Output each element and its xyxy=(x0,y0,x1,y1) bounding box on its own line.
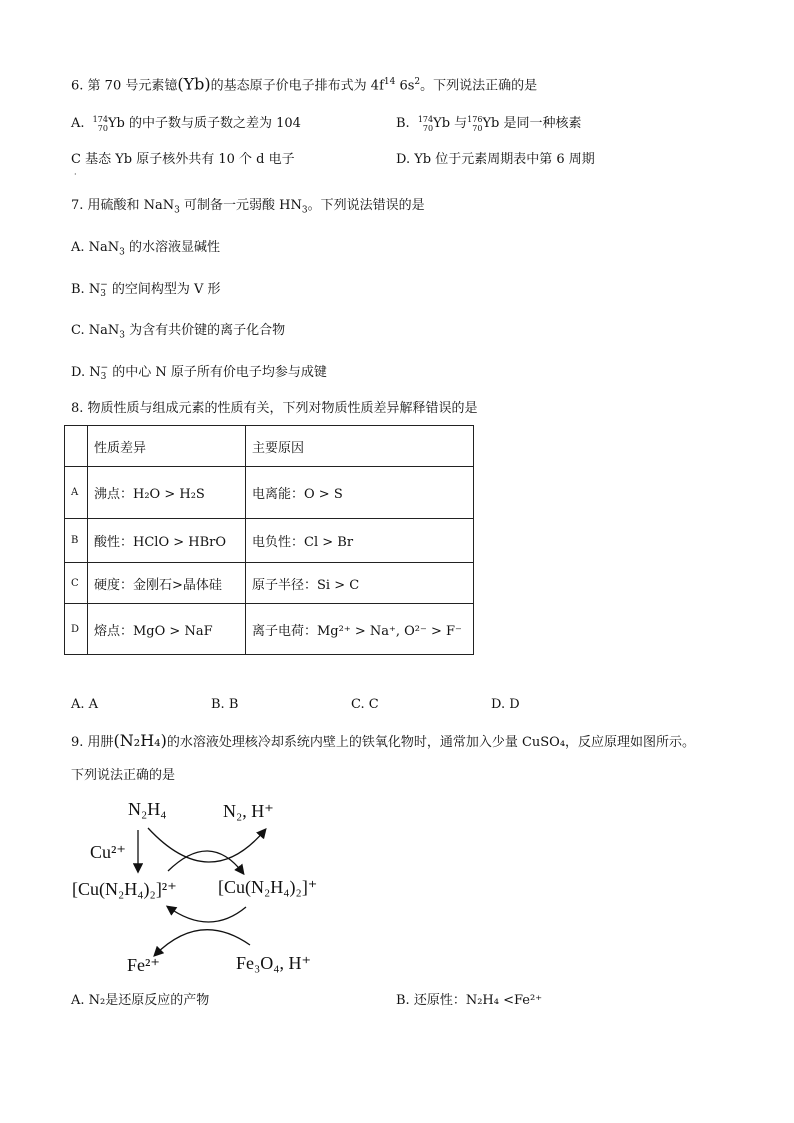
diagram-products-label: N₂, H⁺ xyxy=(223,801,274,821)
question-6-option-c: C 基态 Yb 原子核外共有 10 个 d 电子 xyxy=(71,152,295,167)
diagram-complex1-label: [Cu(N₂H₄)₂]⁺ xyxy=(218,877,318,897)
arrow-iron-reduction xyxy=(155,930,250,955)
answer-option-a: A. A xyxy=(71,697,99,712)
question-9-option-b: B. 还原性：N₂H₄ <Fe²⁺ xyxy=(396,993,543,1008)
row-difference: 硬度：金刚石>晶体硅 xyxy=(88,563,246,604)
arrow-complex-oxidation xyxy=(168,907,246,922)
row-difference: 酸性：HClO > HBrO xyxy=(88,519,246,563)
decorative-dot: · xyxy=(74,170,77,179)
question-6-option-b: B. 174 70Yb 与176 70Yb 是同一种核素 xyxy=(396,114,582,133)
row-label: D xyxy=(65,604,88,655)
reaction-mechanism-diagram xyxy=(60,795,360,980)
table-row xyxy=(65,604,474,655)
row-reason: 离子电荷：Mg²⁺ > Na⁺, O²⁻ > F⁻ xyxy=(246,604,474,655)
row-difference: 熔点：MgO > NaF xyxy=(88,604,246,655)
arrow-oxidation-n2h4 xyxy=(148,828,265,862)
table-row xyxy=(65,519,474,563)
question-8-answers xyxy=(71,695,631,715)
diagram-fe2-label: Fe²⁺ xyxy=(127,955,160,975)
question-7-option-d: D. N− 3 的中心 N 原子所有价电子均参与成键 xyxy=(71,362,327,382)
diagram-fe3o4-label: Fe₃O₄, H⁺ xyxy=(236,953,312,973)
question-9-option-a: A. N₂是还原反应的产物 xyxy=(71,993,210,1008)
table-header-row xyxy=(65,426,474,467)
question-7-stem: 7. 用硫酸和 NaN$_3$ 可制备一元弱酸 $HN_3$。下列说法错误的是 xyxy=(71,198,425,216)
diagram-n2h4-label: N₂H₄ xyxy=(128,799,167,819)
question-6-option-d: D. Yb 位于元素周期表中第 6 周期 xyxy=(396,152,595,167)
diagram-cu-label: Cu²⁺ xyxy=(90,842,126,862)
question-9-stem-line2: 下列说法正确的是 xyxy=(71,768,176,783)
question-7-option-a: A. NaN$_3$ 的水溶液显碱性 xyxy=(71,240,221,258)
row-label: C xyxy=(65,563,88,604)
row-label: A xyxy=(65,467,88,519)
answer-option-c: C. C xyxy=(351,697,379,712)
question-6-stem: 6. 第 70 号元素镱(Yb)的基态原子价电子排布式为 $4f^{14}$ $6s^2$。下列说法正确的是 xyxy=(71,74,538,94)
table-corner-cell xyxy=(65,426,88,467)
row-reason: 原子半径：Si > C xyxy=(246,563,474,604)
diagram-complex2-label: [Cu(N₂H₄)₂]²⁺ xyxy=(72,879,177,899)
row-reason: 电负性：Cl > Br xyxy=(246,519,474,563)
answer-option-b: B. B xyxy=(211,697,239,712)
question-8-stem: 8. 物质性质与组成元素的性质有关，下列对物质性质差异解释错误的是 xyxy=(71,401,478,416)
row-difference: 沸点：H₂O > H₂S xyxy=(88,467,246,519)
question-6-option-a: A. 174 70Yb 的中子数与质子数之差为 104 xyxy=(71,114,301,133)
question-9-stem: 9. 用肼(N₂H₄)的水溶液处理核冷却系统内壁上的铁氧化物时，通常加入少量 CuSO₄，反应原理如图所示。 xyxy=(71,731,696,750)
table-header-reason: 主要原因 xyxy=(246,426,474,467)
question-8-table xyxy=(64,425,474,655)
row-label: B xyxy=(65,519,88,563)
table-row xyxy=(65,467,474,519)
table-row xyxy=(65,563,474,604)
table-header-difference: 性质差异 xyxy=(88,426,246,467)
question-7-option-b: B. N− 3 的空间构型为 V 形 xyxy=(71,279,221,299)
answer-option-d: D. D xyxy=(491,697,520,712)
row-reason: 电离能：O > S xyxy=(246,467,474,519)
question-7-option-c: C. NaN$_3$ 为含有共价键的离子化合物 xyxy=(71,323,286,341)
